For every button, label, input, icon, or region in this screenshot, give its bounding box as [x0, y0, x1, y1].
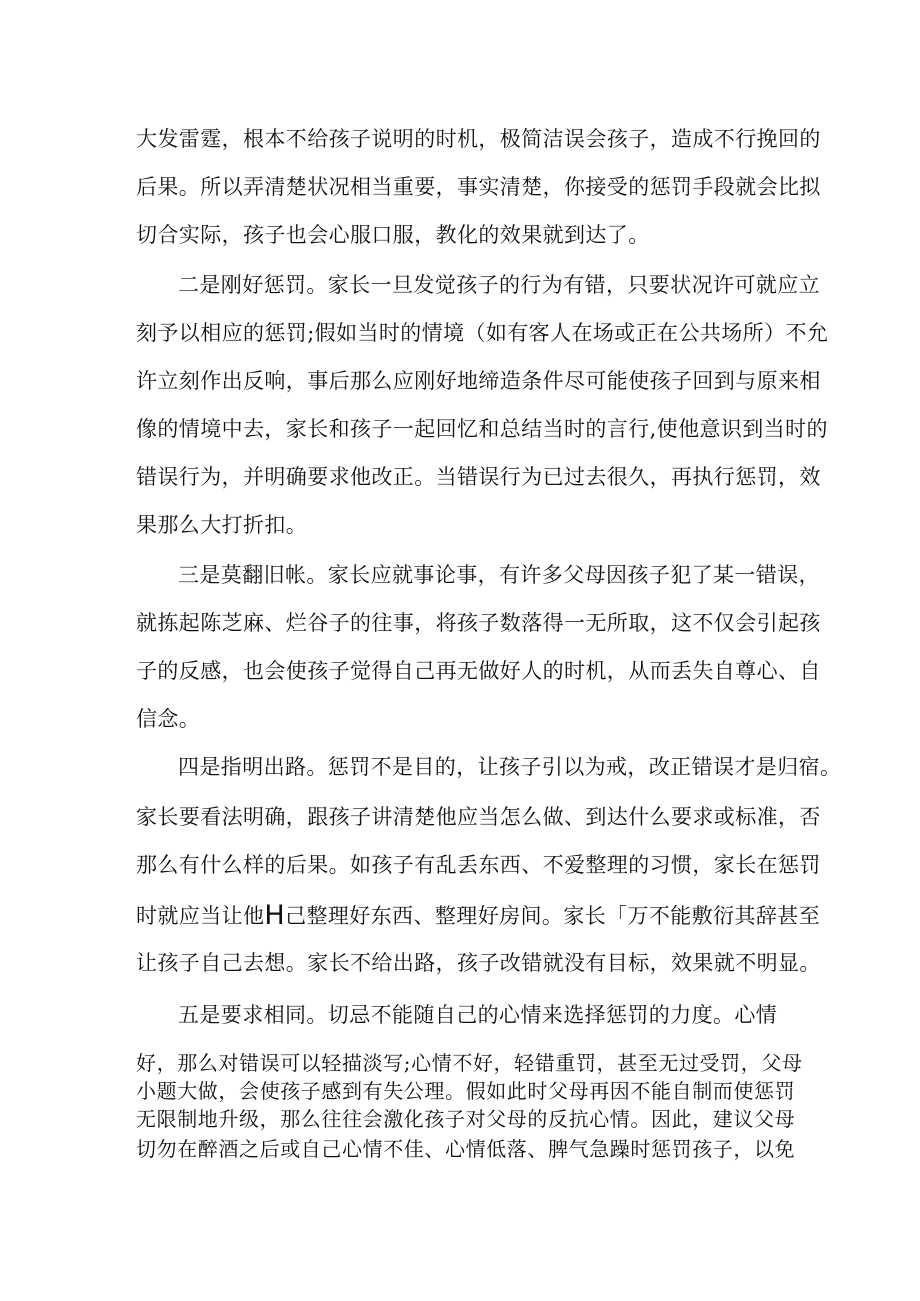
paragraph-line: 三是莫翻旧帐。家长应就事论事，有许多父母因孩子犯了某一错误，	[178, 563, 820, 587]
stray-glyph: H	[264, 900, 286, 931]
paragraph-line: 就拣起陈芝麻、烂谷子的往事，将孩子数落得一无所取，这不仅会引起孩	[136, 611, 821, 635]
paragraph-line: 信念。	[136, 707, 201, 731]
paragraph-line: 无限制地升级，那么往往会激化孩子对父母的反抗心情。因此，建议父母	[136, 1107, 796, 1131]
line-text-after: 己整理好东西、整理好房间。家长「万不能敷衍其辞甚至	[285, 904, 821, 928]
paragraph-line: 后果。所以弄清楚状况相当重要，事实清楚，你接受的惩罚手段就会比拟	[136, 175, 821, 199]
paragraph-line: 小题大做，会使孩子感到有失公理。假如此时父母再因不能自制而使惩罚	[136, 1079, 796, 1103]
paragraph-line: 子的反感，也会使孩子觉得自己再无做好人的时机，从而丢失自尊心、自	[136, 659, 821, 683]
paragraph-line: 切合实际，孩子也会心服口服，教化的效果就到达了。	[136, 223, 650, 247]
paragraph-line: 二是刚好惩罚。家长一旦发觉孩子的行为有错，只要状况许可就应立	[178, 273, 820, 297]
line-text-before: 时就应当让他	[136, 904, 265, 928]
paragraph-line: 让孩子自己去想。家长不给出路，孩子改错就没有目标，效果就不明显。	[136, 951, 821, 975]
paragraph-line: 好，那么对错误可以轻描淡写;心情不好，轻错重罚，甚至无过受罚，父母	[136, 1051, 803, 1075]
paragraph-line: 像的情境中去，家长和孩子一起回忆和总结当时的言行,使他意识到当时的	[136, 417, 828, 441]
paragraph-line: 大发雷霆，根本不给孩子说明的时机，极简洁误会孩子，造成不行挽回的	[136, 127, 821, 151]
paragraph-line: 家长要看法明确，跟孩子讲清楚他应当怎么做、到达什么要求或标准，否	[136, 805, 821, 829]
paragraph-line: 果那么大打折扣。	[136, 513, 308, 537]
paragraph-line: 五是要求相同。切忌不能随自己的心情来选择惩罚的力度。心情	[178, 1003, 778, 1027]
paragraph-line: 切勿在醉酒之后或自己心情不佳、心情低落、脾气急躁时惩罚孩子，以免	[136, 1137, 796, 1161]
paragraph-line: 许立刻作出反响，事后那么应刚好地缔造条件尽可能使孩子回到与原来相	[136, 369, 821, 393]
paragraph-line: 四是指明出路。惩罚不是目的，让孩子引以为戒，改正错误才是归宿。	[178, 755, 842, 779]
paragraph-line: 刻予以相应的惩罚;假如当时的情境（如有客人在场或正在公共场所）不允	[136, 321, 829, 345]
paragraph-line: 错误行为，并明确要求他改正。当错误行为已过去很久，再执行惩罚，效	[136, 465, 821, 489]
paragraph-line-special	[136, 902, 820, 929]
paragraph-line: 那么有什么样的后果。如孩子有乱丢东西、不爱整理的习惯，家长在惩罚	[136, 853, 821, 877]
